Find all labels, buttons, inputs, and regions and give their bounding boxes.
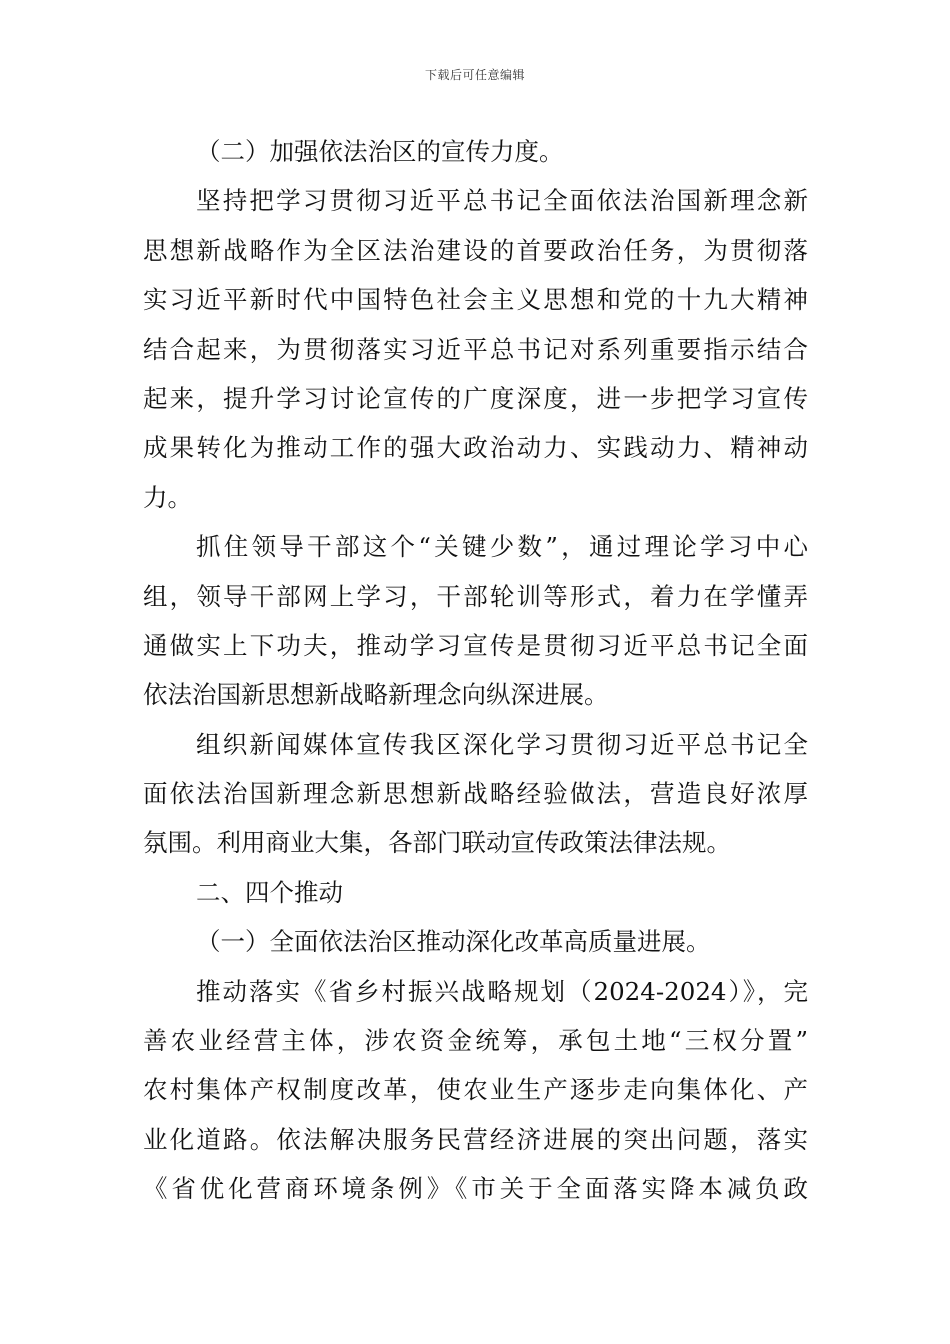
paragraph-line: 面依法治国新理念新思想新战略经验做法，营造良好浓厚 — [143, 779, 808, 809]
subsection-heading: （一）全面依法治区推动深化改革高质量进展。 — [196, 927, 711, 957]
paragraph-line: 《省优化营商环境条例》《市关于全面落实降本减负政 — [143, 1174, 808, 1204]
paragraph-line: 起来，提升学习讨论宣传的广度深度，进一步把学习宣传 — [143, 383, 808, 413]
paragraph-line: 思想新战略作为全区法治建设的首要政治任务，为贯彻落 — [143, 235, 808, 265]
section-heading: 二、四个推动 — [196, 877, 343, 907]
paragraph-line: 力。 — [143, 482, 192, 512]
paragraph-line: 坚持把学习贯彻习近平总书记全面依法治国新理念新 — [196, 186, 808, 216]
paragraph-line: 农村集体产权制度改革，使农业生产逐步走向集体化、产 — [143, 1075, 808, 1105]
section-heading: （二）加强依法治区的宣传力度。 — [196, 137, 564, 166]
paragraph-line: 业化道路。依法解决服务民营经济进展的突出问题，落实 — [143, 1124, 808, 1154]
paragraph-line: 成果转化为推动工作的强大政治动力、实践动力、精神动 — [143, 433, 808, 463]
paragraph-line: 抓住领导干部这个“关键少数”，通过理论学习中心 — [196, 532, 808, 562]
paragraph-line: 通做实上下功夫，推动学习宣传是贯彻习近平总书记全面 — [143, 630, 808, 660]
paragraph-line: 组，领导干部网上学习，干部轮训等形式，着力在学懂弄 — [143, 581, 808, 611]
paragraph-line: 依法治国新思想新战略新理念向纵深进展。 — [143, 680, 609, 710]
paragraph-line: 推动落实《省乡村振兴战略规划（2024-2024）》，完 — [196, 976, 808, 1006]
paragraph-line: 氛围。利用商业大集，各部门联动宣传政策法律法规。 — [143, 828, 731, 858]
page-header: 下载后可任意编辑 — [424, 68, 525, 82]
paragraph-line: 善农业经营主体，涉农资金统筹，承包土地“三权分置” — [143, 1026, 808, 1056]
paragraph-line: 实习近平新时代中国特色社会主义思想和党的十九大精神 — [143, 285, 808, 315]
document-body — [143, 127, 808, 1214]
paragraph-line: 组织新闻媒体宣传我区深化学习贯彻习近平总书记全 — [196, 729, 808, 759]
paragraph-line: 结合起来，为贯彻落实习近平总书记对系列重要指示结合 — [143, 334, 808, 364]
